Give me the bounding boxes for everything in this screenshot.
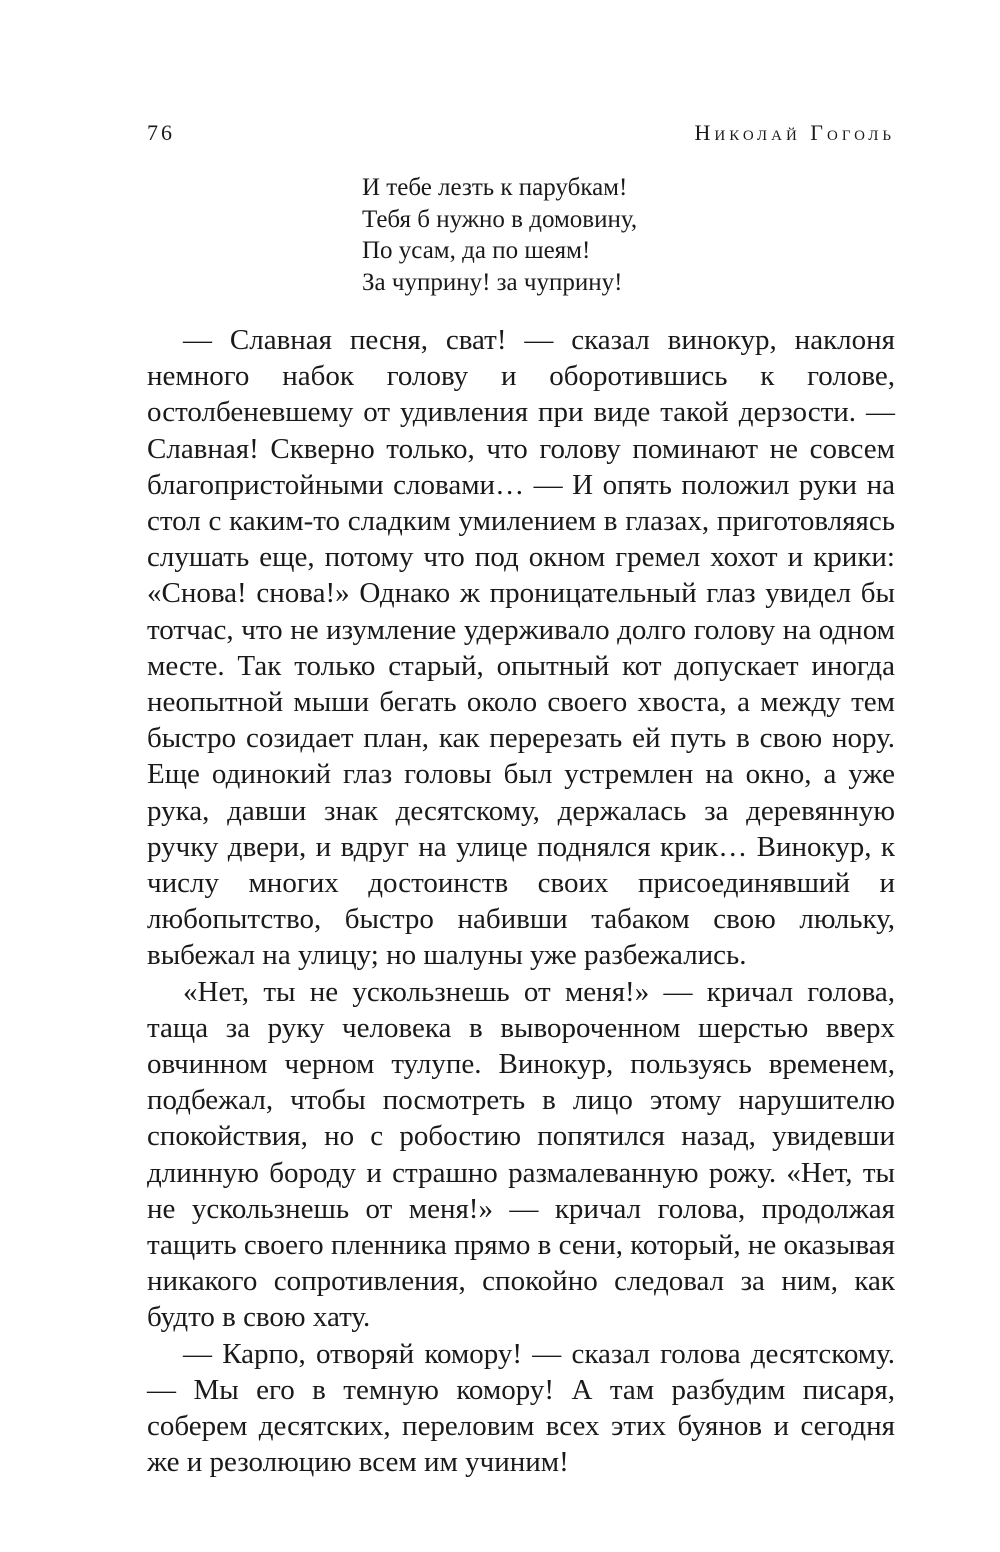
paragraph: «Нет, ты не ускользнешь от меня!» — кричал голова, таща за руку человека в вывороченном шерстью вверх овчинном черном тулупе. Винокур, пользуясь временем, подбежал, чтобы посмотреть в лицо этому нарушителю спокойствия, но с робостию попятился назад, увидевши длинную бороду и страшно размалеванную рожу. «Нет, ты не ускользнешь от меня!» — кричал голова, продолжая тащить своего пленника прямо в сени, который, не оказывая никакого сопротивления, спокойно следовал за ним, как будто в свою хату. [147, 975, 895, 1334]
prose-block [147, 322, 895, 1481]
verse-line: За чуприну! за чуприну! [362, 268, 623, 296]
verse-block [362, 172, 822, 298]
paragraph: — Карпо, отворяй комору! — сказал голова десятскому. — Мы его в темную комору! А там разбудим писаря, соберем десятских, переловим всех этих буянов и сегодня же и резолюцию всем им учиним! [147, 1337, 895, 1479]
verse-line: И тебе лезть к парубкам! [362, 174, 628, 201]
verse-line: По усам, да по шеям! [362, 237, 591, 264]
verse-line: Тебя б нужно в домовину, [362, 205, 638, 233]
paragraph: — Славная песня, сват! — сказал винокур, наклоня немного набок голову и оборотившись к голове, остолбеневшему от удивления при виде такой дерзости. — Славная! Скверно только, что голову поминают не совсем благопристойными словами… — И опять положил руки на стол с каким-то сладким умилением в глазах, приготовляясь слушать еще, потому что под окном гремел хохот и крики: «Снова! снова!» Однако ж проницательный глаз увидел бы тотчас, что не изумление удерживало долго голову на одном месте. Так только старый, опытный кот допускает иногда неопытной мыши бегать около своего хвоста, а между тем быстро созидает план, как перерезать ей путь в свою нору. Еще одинокий глаз головы был устремлен на окно, а уже рука, давши знак десятскому, держалась за деревянную ручку двери, и вдруг на улице поднялся крик… Винокур, к числу многих достоинств своих присоединявший и любопытство, быстро набивши табаком свою люльку, выбежал на улицу; но шалуны уже разбежались. [147, 324, 895, 972]
page-number: 76 [147, 120, 175, 145]
running-head-author: Николай Гоголь [694, 120, 895, 145]
running-head [147, 120, 895, 154]
